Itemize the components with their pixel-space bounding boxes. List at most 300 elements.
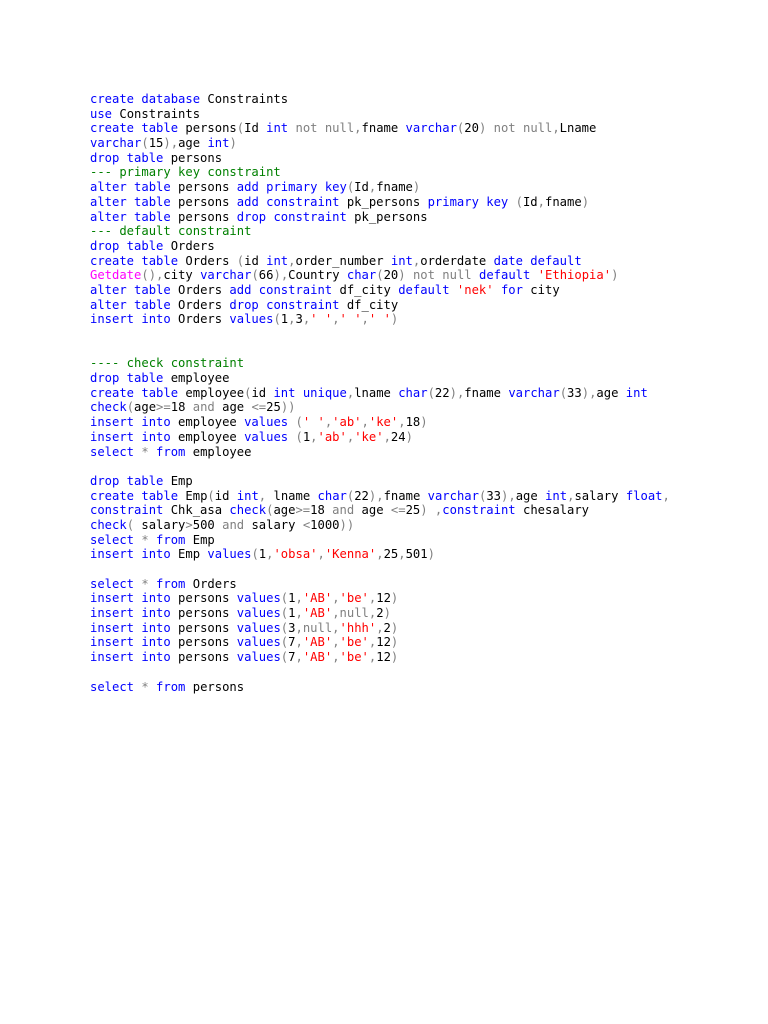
code-token: persons [170, 606, 237, 621]
code-token: , [288, 253, 296, 268]
code-token: varchar [508, 385, 560, 400]
code-token: insert into [90, 547, 171, 562]
code-token: ( [280, 591, 289, 606]
code-token: fname [383, 488, 428, 503]
code-token: from [156, 576, 186, 591]
blank-line [90, 327, 730, 342]
code-token: drop constraint [229, 297, 340, 312]
code-token: 'ab' [332, 415, 362, 430]
code-token: ) [229, 136, 237, 151]
blank-line [90, 665, 730, 680]
code-token: int [266, 253, 289, 268]
code-token: drop table [90, 371, 164, 386]
code-token: 24 [390, 429, 406, 444]
code-token: pk_persons [346, 209, 428, 224]
code-line [90, 356, 730, 371]
code-token: from [156, 679, 186, 694]
code-token: persons [185, 679, 245, 694]
code-token: create table [90, 253, 179, 268]
code-token: Orders [170, 282, 230, 297]
code-token: char [398, 385, 428, 400]
code-token: add constraint [236, 194, 340, 209]
code-token: 'be' [339, 591, 369, 606]
code-line [90, 489, 730, 504]
code-token: 33 [567, 385, 582, 400]
code-token: Emp [185, 532, 215, 547]
code-token: , [361, 415, 369, 430]
code-token: values [236, 635, 281, 650]
code-token: persons [178, 121, 237, 136]
code-token: ) not null, [478, 121, 560, 136]
code-token: alter table [90, 194, 171, 209]
code-token: age [354, 503, 391, 518]
code-line [90, 518, 730, 533]
code-token: drop table [90, 238, 164, 253]
code-token: ---- check constraint [90, 356, 245, 371]
code-token: id [244, 253, 267, 268]
code-token: , [346, 429, 355, 444]
code-token: int [266, 121, 289, 136]
code-token: <= [390, 503, 406, 518]
code-token: , [332, 635, 340, 650]
code-token: int [236, 488, 259, 503]
code-token: int [390, 253, 413, 268]
code-token: Orders [163, 238, 215, 253]
code-line [90, 195, 730, 210]
code-token: ( [251, 547, 259, 562]
code-token: order_number [295, 253, 391, 268]
code-token: Emp [178, 488, 208, 503]
code-token: , [376, 547, 384, 562]
code-token: , [376, 620, 384, 635]
code-token: >= [295, 503, 311, 518]
code-token: Orders [178, 253, 237, 268]
code-token: Id [354, 180, 369, 195]
code-token: check [90, 400, 127, 415]
code-token: , [346, 385, 355, 400]
code-token: ) [427, 547, 435, 562]
code-token: 25 [405, 503, 421, 518]
code-token: )) [339, 517, 355, 532]
code-line [90, 312, 730, 327]
code-token: ) [412, 180, 421, 195]
code-token: float [625, 488, 663, 503]
code-token: age [214, 400, 252, 415]
code-token: age [178, 136, 208, 151]
code-token: 20 [383, 268, 399, 283]
code-token: from [156, 444, 186, 459]
code-token: int unique [273, 385, 347, 400]
code-token: ), [273, 268, 289, 283]
code-line [90, 635, 730, 650]
code-token: ( [244, 385, 252, 400]
code-token: constraint [90, 503, 164, 518]
code-token: char [317, 488, 347, 503]
code-token: )) [280, 400, 296, 415]
code-line [90, 165, 730, 180]
code-token: insert into [90, 415, 171, 430]
code-token: ' ' [368, 312, 391, 327]
code-token: ( [251, 268, 259, 283]
code-token: ( [346, 488, 355, 503]
code-token: Id [244, 121, 267, 136]
code-token: 3 [295, 312, 303, 327]
code-token: ), [581, 385, 597, 400]
code-line [90, 680, 730, 695]
code-token: Orders [170, 297, 230, 312]
code-line [90, 151, 730, 166]
code-token: 25 [266, 400, 281, 415]
code-token: ( [427, 385, 435, 400]
code-token: , [302, 312, 311, 327]
code-token: add constraint [229, 282, 333, 297]
code-token: employee [178, 385, 245, 400]
code-line [90, 650, 730, 665]
code-token: ( [236, 121, 245, 136]
code-token: 25 [383, 547, 399, 562]
code-token: create table [90, 385, 179, 400]
code-token: fname [361, 121, 406, 136]
code-token: > [185, 517, 193, 532]
code-token: use [90, 106, 113, 121]
code-line [90, 386, 730, 401]
code-token: age [134, 400, 157, 415]
code-token: values [244, 415, 289, 430]
code-token: char [346, 268, 377, 283]
code-token: ( [376, 268, 384, 283]
blank-line [90, 342, 730, 357]
code-token: age [596, 385, 626, 400]
code-token: city [522, 282, 560, 297]
code-line [90, 180, 730, 195]
code-token: 7 [288, 635, 296, 650]
code-token: ) [390, 591, 399, 606]
code-token: insert into [90, 591, 171, 606]
code-token: , [295, 591, 303, 606]
code-token: and [192, 400, 215, 415]
code-line [90, 92, 730, 107]
code-token: Constraints [112, 106, 201, 121]
code-token: lname [266, 488, 318, 503]
code-token: ( [508, 194, 523, 209]
code-token: ( [141, 136, 149, 151]
code-token: , [398, 415, 406, 430]
code-line [90, 503, 730, 518]
code-token: check [229, 503, 267, 518]
code-token: city [163, 268, 201, 283]
code-token: (), [141, 268, 164, 283]
code-token: default [478, 268, 531, 283]
code-token: insert into [90, 606, 171, 621]
code-token: 1 [288, 606, 296, 621]
code-token: 2 [376, 606, 384, 621]
code-token: --- default constraint [90, 224, 252, 239]
code-line [90, 591, 730, 606]
code-token: , [295, 635, 303, 650]
code-token: drop table [90, 150, 164, 165]
code-token: int [207, 136, 230, 151]
code-token: 18 [405, 415, 421, 430]
code-token: ), [163, 136, 179, 151]
code-token: 501 [405, 547, 428, 562]
code-token: Lname [559, 121, 597, 136]
code-token: 3 [288, 620, 296, 635]
code-token: * [134, 679, 157, 694]
code-token: salary [574, 488, 626, 503]
code-token: 2 [383, 620, 391, 635]
code-token: insert into [90, 635, 171, 650]
code-token: persons [170, 194, 237, 209]
code-token: ( [266, 503, 274, 518]
code-token: default [398, 282, 450, 297]
code-token: ) [420, 415, 428, 430]
code-token: values [229, 312, 274, 327]
code-line [90, 577, 730, 592]
code-token: alter table [90, 297, 171, 312]
code-token: ) not null [398, 268, 479, 283]
code-token: fname [376, 180, 413, 195]
code-token: 'Ethiopia' [530, 268, 612, 283]
code-line [90, 239, 730, 254]
code-token: , [361, 312, 369, 327]
code-token: 1 [288, 591, 296, 606]
code-token: values [236, 591, 281, 606]
code-token: values [236, 620, 281, 635]
code-token: ( [559, 385, 568, 400]
code-token: 12 [376, 591, 391, 606]
code-token: select [90, 532, 135, 547]
code-token: * [134, 444, 157, 459]
code-token: values [236, 606, 281, 621]
code-token: values [244, 429, 289, 444]
code-token: add primary key [236, 180, 347, 195]
code-token: , [317, 547, 325, 562]
code-token: create table [90, 121, 179, 136]
code-token: 'ke' [368, 415, 399, 430]
code-token: 'hhh' [339, 620, 377, 635]
code-token: * [134, 532, 157, 547]
code-token: select [90, 679, 135, 694]
code-token: 66 [258, 268, 274, 283]
code-token: primary key [427, 194, 509, 209]
code-token: , [332, 312, 340, 327]
code-token: ( [288, 415, 303, 430]
code-token: int [625, 385, 648, 400]
code-token: , [266, 547, 274, 562]
code-token: ( [207, 488, 215, 503]
code-token: check [90, 517, 127, 532]
code-token: select [90, 576, 135, 591]
code-token: 12 [376, 635, 391, 650]
code-token: 7 [288, 650, 296, 665]
code-token: 33 [486, 488, 502, 503]
code-token: date default [493, 253, 582, 268]
code-token: fname [545, 194, 582, 209]
code-token: , [324, 415, 333, 430]
code-token: int [545, 488, 568, 503]
code-token: >= [156, 400, 171, 415]
code-token: , [332, 591, 340, 606]
code-token: drop table [90, 473, 164, 488]
code-line [90, 445, 730, 460]
code-token: and [332, 503, 355, 518]
code-token: 'ke' [354, 429, 384, 444]
code-token: ), [449, 385, 465, 400]
code-token: --- primary key constraint [90, 165, 281, 180]
code-token: , [288, 312, 296, 327]
sql-code-block [90, 92, 730, 694]
code-token: ' ' [339, 312, 362, 327]
code-token: create table [90, 488, 179, 503]
code-token: ( [280, 650, 289, 665]
code-line [90, 474, 730, 489]
code-line [90, 136, 730, 151]
code-token: Country [288, 268, 347, 283]
code-token: employee [185, 444, 252, 459]
code-token: , [412, 253, 421, 268]
code-token: ( [346, 180, 355, 195]
code-token: , [258, 488, 267, 503]
code-token: insert into [90, 312, 171, 327]
code-token: select [90, 444, 135, 459]
code-token: persons [170, 635, 237, 650]
code-token: 'AB' [302, 650, 333, 665]
code-token: age [273, 503, 296, 518]
code-token: ) [390, 620, 399, 635]
code-token: varchar [427, 488, 479, 503]
code-token: fname [464, 385, 509, 400]
code-token: varchar [405, 121, 457, 136]
code-line [90, 621, 730, 636]
code-token: for [493, 282, 523, 297]
code-line [90, 606, 730, 621]
code-token: , [383, 429, 391, 444]
code-token: and [222, 517, 245, 532]
code-token: drop constraint [236, 209, 347, 224]
code-token: 22 [354, 488, 369, 503]
code-token: ) [390, 635, 399, 650]
code-token: 'AB' [302, 591, 333, 606]
code-token: , [368, 635, 377, 650]
code-token: ) [611, 268, 619, 283]
code-token: values [236, 650, 281, 665]
code-line [90, 254, 730, 269]
code-token: 1 [302, 429, 311, 444]
code-token: 1 [280, 312, 289, 327]
code-token: from [156, 532, 186, 547]
code-token: ) [390, 312, 399, 327]
code-token: 'AB' [302, 606, 333, 621]
code-token: ( [280, 635, 289, 650]
code-token: constraint [442, 503, 516, 518]
code-token: , [398, 547, 406, 562]
code-line [90, 298, 730, 313]
code-line [90, 283, 730, 298]
code-token: 20 [464, 121, 479, 136]
code-token: , [332, 650, 340, 665]
code-token: age [515, 488, 546, 503]
code-token: 1000 [310, 517, 340, 532]
code-token: , [368, 650, 377, 665]
code-token: 1 [258, 547, 267, 562]
code-token: persons [170, 591, 237, 606]
code-token: employee [170, 429, 245, 444]
code-line [90, 210, 730, 225]
code-token: salary [244, 517, 303, 532]
code-line [90, 430, 730, 445]
code-token: , [368, 180, 377, 195]
code-token: pk_persons [339, 194, 428, 209]
code-token: , [310, 429, 318, 444]
code-token: salary [141, 517, 186, 532]
code-token: ), [368, 488, 384, 503]
code-line [90, 415, 730, 430]
code-token: ,null, [332, 606, 377, 621]
code-token: Orders [185, 576, 237, 591]
code-line [90, 400, 730, 415]
code-token: ( [456, 121, 465, 136]
code-line [90, 121, 730, 136]
code-token: Constraints [200, 92, 289, 106]
code-token: 22 [434, 385, 450, 400]
code-token: ), [501, 488, 516, 503]
code-token: 'obsa' [273, 547, 318, 562]
code-token: chesalary [515, 503, 590, 518]
code-token: , [295, 650, 303, 665]
code-token: ( [479, 488, 487, 503]
code-token: df_city [332, 282, 399, 297]
code-token: 'be' [339, 650, 369, 665]
code-line [90, 547, 730, 562]
code-token: 'Kenna' [324, 547, 377, 562]
code-token: Emp [170, 547, 208, 562]
code-token: employee [170, 415, 245, 430]
code-token: insert into [90, 620, 171, 635]
code-token: <= [251, 400, 267, 415]
code-token: , [662, 488, 670, 503]
code-line [90, 371, 730, 386]
code-token: orderdate [420, 253, 494, 268]
code-token: 'nek' [449, 282, 494, 297]
code-token: insert into [90, 429, 171, 444]
code-token: ,null, [295, 620, 340, 635]
code-token: 15 [148, 136, 164, 151]
code-token: ( [280, 606, 289, 621]
code-token: ) [405, 429, 413, 444]
code-token: , [537, 194, 545, 209]
code-token: ( [280, 620, 289, 635]
code-token: create database [90, 92, 201, 106]
code-token: values [207, 547, 252, 562]
code-token: ) [383, 606, 391, 621]
code-token: 'AB' [302, 635, 333, 650]
code-token: employee [163, 371, 230, 386]
code-token: persons [170, 180, 237, 195]
code-token: alter table [90, 180, 171, 195]
code-line [90, 107, 730, 122]
blank-line [90, 562, 730, 577]
code-token: , [567, 488, 575, 503]
code-token: persons [170, 209, 237, 224]
code-token: lname [354, 385, 399, 400]
code-token: 500 [192, 517, 223, 532]
code-token: , [295, 606, 303, 621]
code-token: Emp [163, 473, 193, 488]
code-token: persons [163, 150, 223, 165]
code-token: ' ' [302, 415, 325, 430]
code-token: ( [236, 253, 245, 268]
code-token: ) , [420, 503, 443, 518]
